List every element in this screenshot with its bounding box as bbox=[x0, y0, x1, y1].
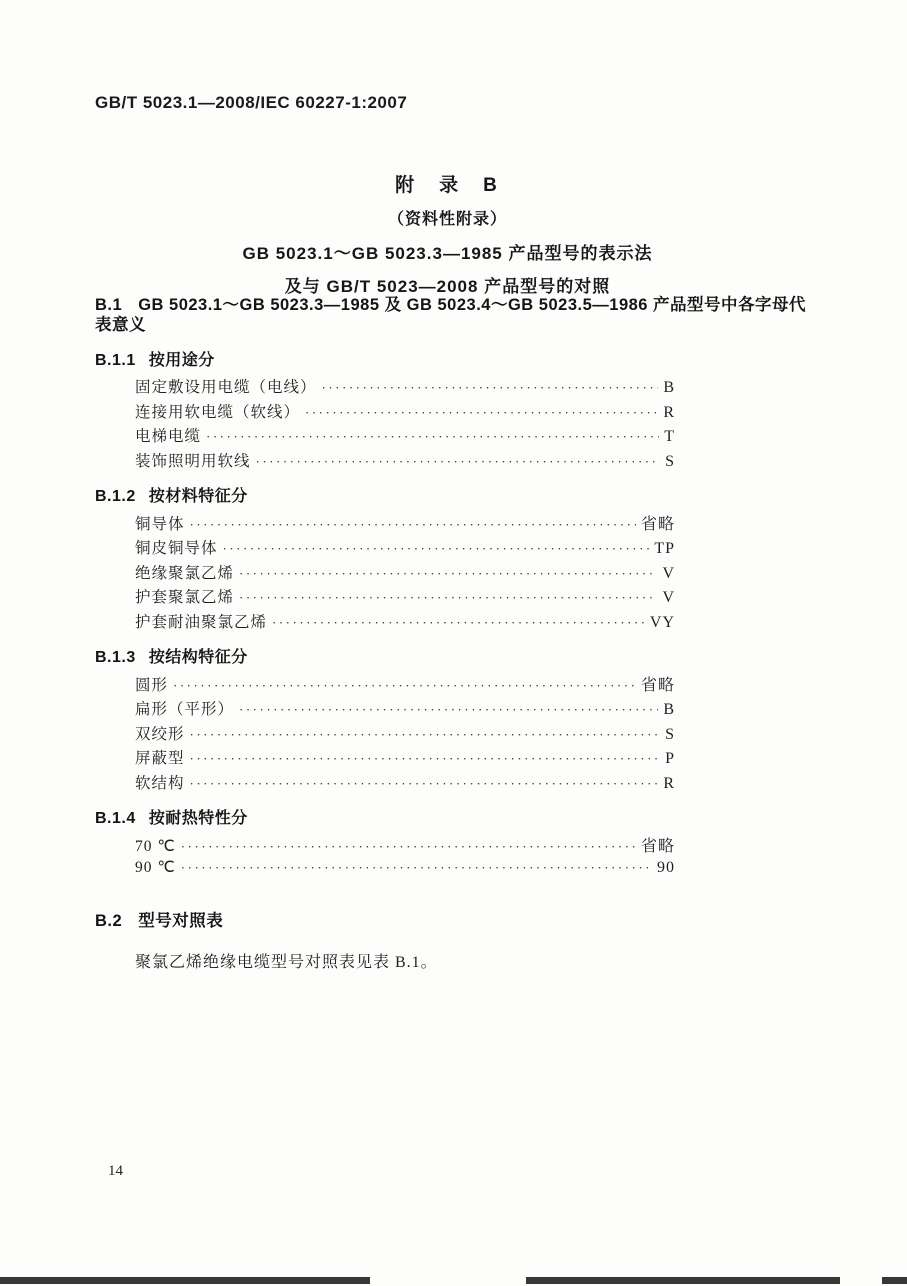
entry-code: V bbox=[662, 589, 675, 607]
scan-edge-bar-middle bbox=[526, 1277, 840, 1284]
entry-code: 省略 bbox=[640, 516, 675, 534]
code-entry bbox=[135, 375, 675, 400]
scan-edge-bar-left bbox=[0, 1277, 370, 1284]
subsection-b11-heading bbox=[95, 351, 812, 371]
dot-leader bbox=[173, 678, 636, 694]
entry-code: 90 bbox=[657, 858, 675, 876]
subsection-b14-heading bbox=[95, 809, 812, 829]
entry-code: 省略 bbox=[640, 838, 675, 856]
section-b2-heading bbox=[95, 911, 812, 931]
entry-code: R bbox=[663, 774, 675, 792]
dot-leader bbox=[239, 590, 657, 606]
entry-code: T bbox=[664, 428, 675, 446]
subsection-b12-number: B.1.2 bbox=[95, 488, 136, 506]
scan-edge-bar-right bbox=[882, 1277, 907, 1284]
section-b2-body: 聚氯乙烯绝缘电缆型号对照表见表 B.1。 bbox=[135, 953, 438, 971]
code-entry bbox=[135, 833, 675, 858]
entry-label: 双绞形 bbox=[135, 725, 185, 743]
content-column bbox=[95, 295, 812, 972]
entry-label: 护套耐油聚氯乙烯 bbox=[135, 613, 268, 631]
standard-number-header: GB/T 5023.1—2008/IEC 60227-1:2007 bbox=[95, 93, 408, 112]
section-b1-number: B.1 bbox=[95, 296, 123, 314]
subsection-b13-entries bbox=[135, 672, 675, 795]
section-b2-title: 型号对照表 bbox=[138, 911, 224, 930]
subsection-b14-number: B.1.4 bbox=[95, 810, 136, 828]
dot-leader bbox=[305, 405, 658, 421]
dot-leader bbox=[190, 727, 661, 743]
entry-label: 圆形 bbox=[135, 677, 169, 695]
code-entry bbox=[135, 858, 675, 883]
dot-leader bbox=[190, 517, 636, 533]
dot-leader bbox=[181, 839, 636, 855]
code-entry bbox=[135, 771, 675, 796]
code-entry bbox=[135, 672, 675, 697]
entry-code: P bbox=[665, 750, 675, 768]
code-entry bbox=[135, 697, 675, 722]
code-entry bbox=[135, 536, 675, 561]
section-b1-title: GB 5023.1～GB 5023.3—1985 及 GB 5023.4～GB 5023.5—1986 产品型号中各字母代表意义 bbox=[95, 296, 807, 334]
dot-leader bbox=[223, 541, 650, 557]
code-entry bbox=[135, 746, 675, 771]
code-entry bbox=[135, 610, 675, 635]
entry-label: 固定敷设用电缆（电线） bbox=[135, 379, 317, 396]
dot-leader bbox=[256, 454, 661, 470]
subsection-b12-heading bbox=[95, 487, 812, 507]
entry-label: 铜皮铜导体 bbox=[135, 539, 218, 557]
page-number: 14 bbox=[108, 1163, 123, 1179]
dot-leader bbox=[206, 429, 659, 445]
subsection-b12-title: 按材料特征分 bbox=[148, 488, 248, 506]
subsection-b11-number: B.1.1 bbox=[95, 352, 136, 369]
entry-label: 扁形（平形） bbox=[135, 700, 235, 718]
entry-code: S bbox=[665, 452, 675, 470]
entry-code: B bbox=[663, 700, 675, 718]
entry-code: R bbox=[663, 403, 675, 421]
entry-label: 铜导体 bbox=[135, 516, 185, 534]
dot-leader bbox=[239, 566, 657, 582]
entry-code: S bbox=[665, 725, 675, 743]
dot-leader bbox=[239, 702, 658, 718]
appendix-heading-line1: GB 5023.1～GB 5023.3—1985 产品型号的表示法 bbox=[242, 244, 653, 263]
entry-label: 90 ℃ bbox=[135, 858, 176, 876]
section-b2-number: B.2 bbox=[95, 911, 123, 930]
entry-label: 连接用软电缆（软线） bbox=[135, 403, 301, 421]
code-entry bbox=[135, 722, 675, 747]
entry-label: 护套聚氯乙烯 bbox=[135, 589, 235, 607]
subsection-b13-heading bbox=[95, 648, 812, 668]
subsection-b12-entries bbox=[135, 511, 675, 634]
appendix-title-block bbox=[0, 170, 895, 297]
entry-code: 省略 bbox=[640, 677, 675, 695]
entry-label: 屏蔽型 bbox=[135, 750, 185, 768]
subsection-b13-title: 按结构特征分 bbox=[148, 649, 248, 667]
code-entry bbox=[135, 561, 675, 586]
entry-code: TP bbox=[654, 539, 675, 557]
appendix-subtitle: （资料性附录） bbox=[387, 211, 507, 228]
entry-label: 70 ℃ bbox=[135, 838, 176, 856]
dot-leader bbox=[322, 380, 659, 396]
subsection-b11-entries bbox=[135, 375, 675, 473]
dot-leader bbox=[190, 751, 661, 767]
entry-label: 软结构 bbox=[135, 774, 185, 792]
section-b1-heading bbox=[95, 295, 812, 335]
code-entry bbox=[135, 511, 675, 536]
entry-code: V bbox=[662, 564, 675, 582]
subsection-b11-title: 按用途分 bbox=[148, 352, 215, 369]
subsection-b13-number: B.1.3 bbox=[95, 649, 136, 667]
code-entry bbox=[135, 449, 675, 474]
entry-label: 装饰照明用软线 bbox=[135, 452, 251, 470]
appendix-title: 附 录 B bbox=[395, 175, 500, 196]
code-entry bbox=[135, 400, 675, 425]
entry-code: B bbox=[663, 379, 675, 396]
dot-leader bbox=[181, 860, 652, 876]
appendix-heading-line2: 及与 GB/T 5023—2008 产品型号的对照 bbox=[284, 277, 611, 296]
subsection-b14-title: 按耐热特性分 bbox=[148, 810, 248, 828]
code-entry bbox=[135, 585, 675, 610]
entry-label: 电梯电缆 bbox=[135, 428, 202, 446]
subsection-b14-entries bbox=[135, 833, 675, 882]
entry-label: 绝缘聚氯乙烯 bbox=[135, 564, 235, 582]
dot-leader bbox=[272, 615, 645, 631]
code-entry bbox=[135, 424, 675, 449]
dot-leader bbox=[190, 776, 659, 792]
entry-code: VY bbox=[649, 613, 675, 631]
